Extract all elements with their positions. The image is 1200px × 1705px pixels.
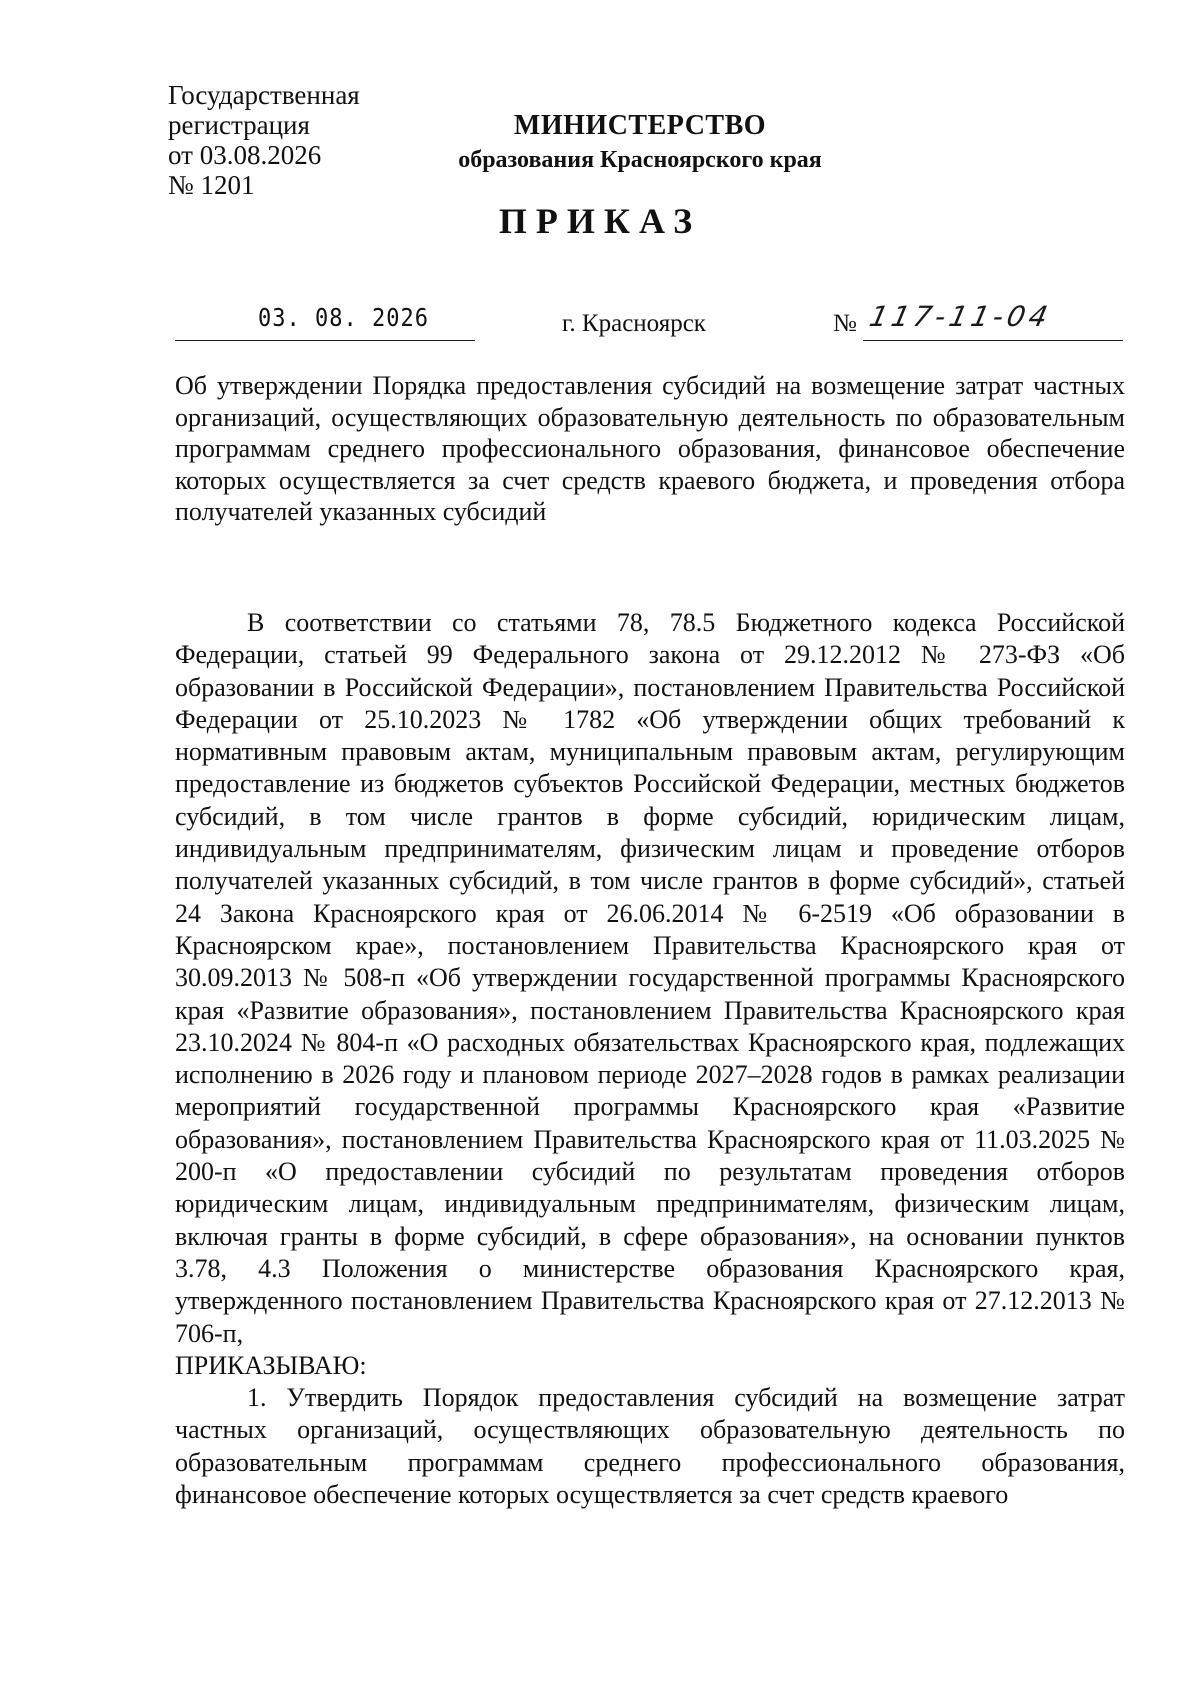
date-number-line bbox=[0, 300, 1200, 350]
ministry-header bbox=[400, 108, 880, 176]
registration-line: регистрация bbox=[168, 110, 310, 140]
ministry-name: МИНИСТЕРСТВО bbox=[513, 110, 767, 141]
document-city: г. Красноярск bbox=[562, 310, 706, 337]
document-body bbox=[175, 607, 1125, 1511]
preamble-paragraph: В соответствии со статьями 78, 78.5 Бюджетного кодекса Российской Федерации, статьей 99 Федерального закона от 29.12.2012 № 273-ФЗ «Об образовании в Российской Федерации», постановлением Правительства Российской Федерации от 25.10.2023 № 1782 «Об утверждении общих требований к нормативным правовым актам, муниципальным правовым актам, регулирующим предоставление из бюджетов субъектов Российской Федерации, местных бюджетов субсидий, в том числе грантов в форме субсидий, юридическим лицам, индивидуальным предпринимателям, физическим лицам и проведение отборов получателей указанных субсидий, в том числе грантов в форме субсидий», статьей 24 Закона Красноярского края от 26.06.2014 № 6-2519 «Об образовании в Красноярском крае», постановлением Правительства Красноярского края от 30.09.2013 № 508-п «Об утверждении государственной программы Красноярского края «Развитие образования», постановлением Правительства Красноярского края 23.10.2024 № 804-п «О расходных обязательствах Красноярского края, подлежащих исполнению в 2026 году и плановом периоде 2027–2028 годов в рамках реализации мероприятий государственной программы Красноярского края «Развитие образования», постановлением Правительства Красноярского края от 11.03.2025 № 200-п «О предоставлении субсидий по результатам проведения отборов юридическим лицам, индивидуальным предпринимателям, физическим лицам, включая гранты в форме субсидий, в сфере образования», на основании пунктов 3.78, 4.3 Положения о министерстве образования Красноярского края, утвержденного постановлением Правительства Красноярского края от 27.12.2013 № 706-п, bbox=[175, 608, 1125, 1348]
registration-number: № 1201 bbox=[168, 170, 255, 200]
ministry-subtitle: образования Красноярского края bbox=[458, 147, 822, 173]
registration-stamp bbox=[168, 80, 360, 200]
order-word: ПРИКАЗЫВАЮ: bbox=[175, 1350, 367, 1380]
order-item-1: 1. Утвердить Порядок предоставления субсидий на возмещение затрат частных организаций, осуществляющих образовательную деятельность по образовательным программам среднего профессионального образования, финансовое обеспечение которых осуществляется за счет средств краевого bbox=[175, 1383, 1125, 1510]
number-sign: № bbox=[833, 310, 857, 337]
document-number-handwritten: 117-11-04 bbox=[866, 300, 1055, 333]
registration-date: от 03.08.2026 bbox=[168, 140, 322, 170]
document-type-title: ПРИКАЗ bbox=[498, 201, 702, 241]
document-date: 03. 08. 2026 bbox=[258, 304, 429, 333]
registration-line: Государственная bbox=[168, 80, 360, 110]
document-subject: Об утверждении Порядка предоставления субсидий на возмещение затрат частных организаций, осуществляющих образовательную деятельность по образовательным программам среднего профессионального образования, финансовое обеспечение которых осуществляется за счет средств краевого бюджета, и проведения отбора получателей указанных субсидий bbox=[175, 371, 1125, 526]
